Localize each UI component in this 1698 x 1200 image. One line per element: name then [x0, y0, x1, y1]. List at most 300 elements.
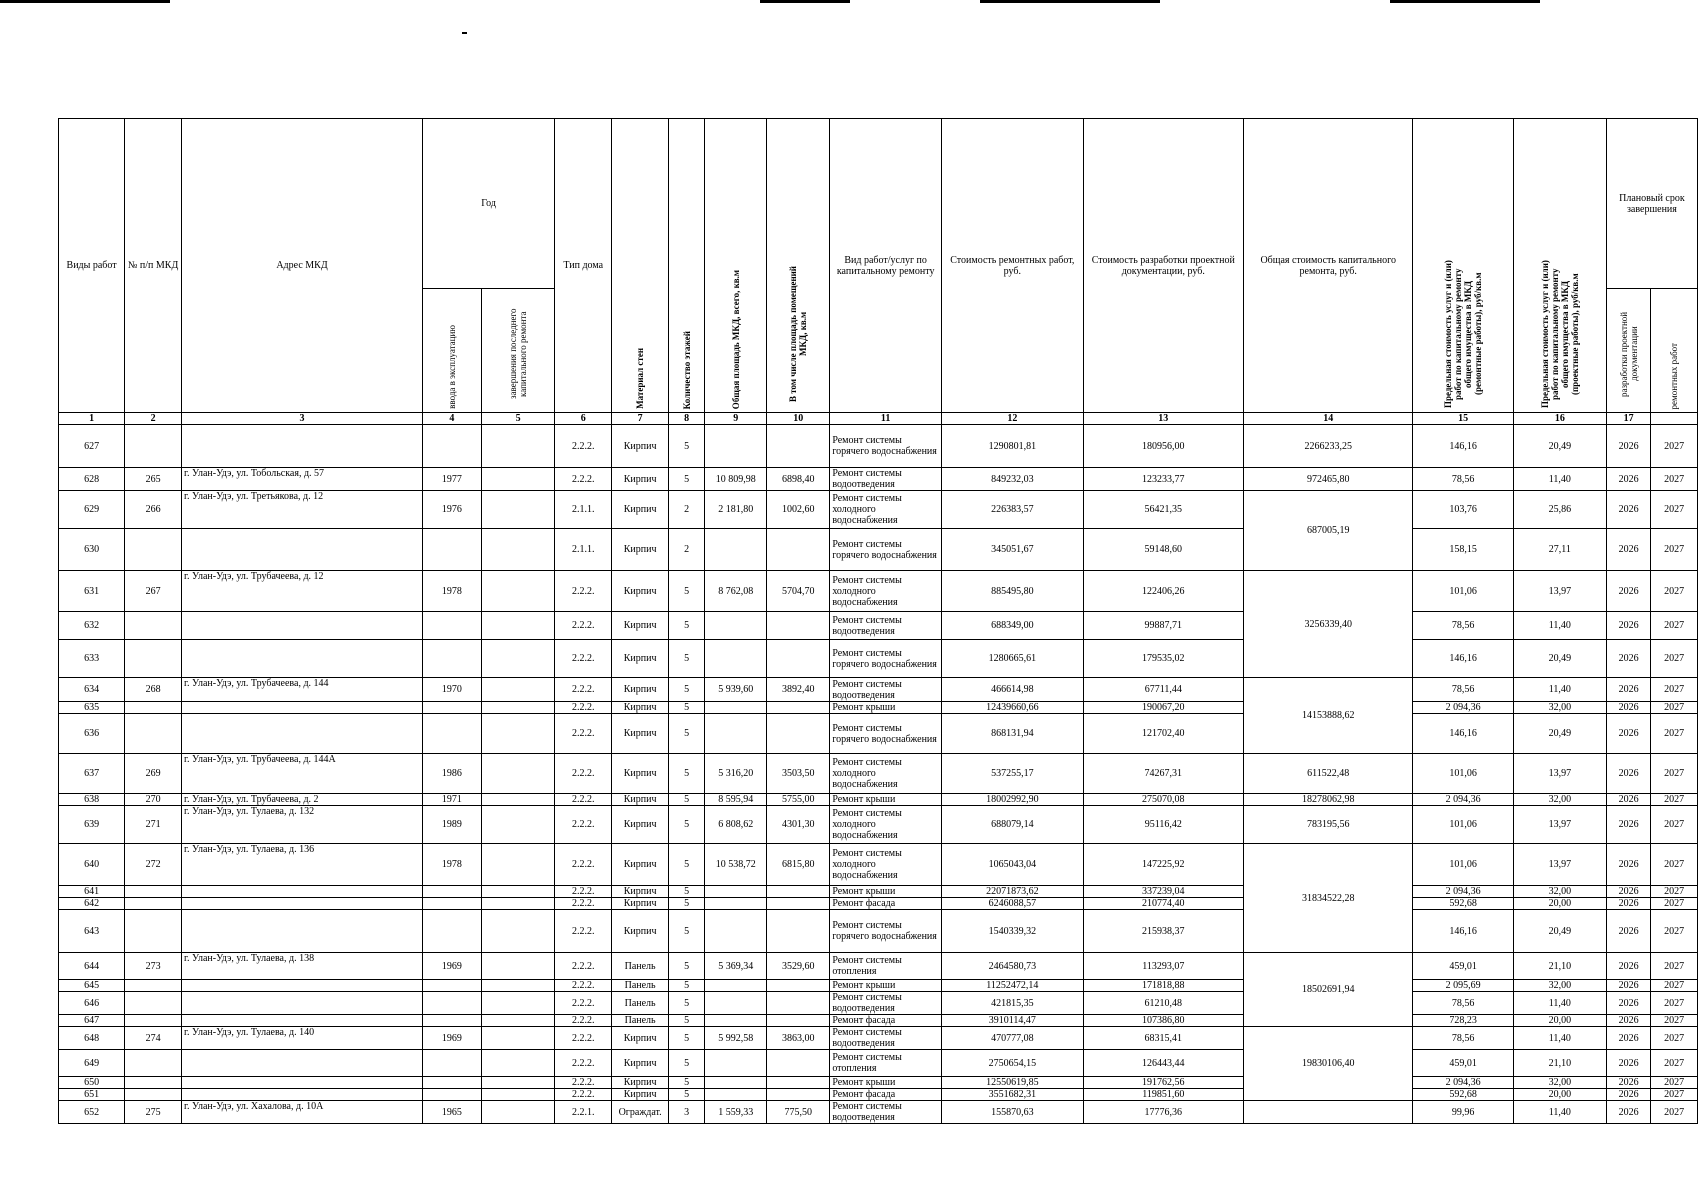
limit-design-rate-cell: 20,49: [1513, 910, 1606, 953]
repair-cost-cell: 6246088,57: [941, 898, 1083, 910]
year-commissioned-cell: 1986: [422, 754, 481, 794]
work-kind-cell: Ремонт крыши: [830, 1077, 942, 1089]
wall-material-cell: Панель: [612, 992, 669, 1015]
column-number: 10: [767, 413, 830, 425]
floor-count-cell: 3: [669, 1101, 705, 1124]
address-cell: [182, 980, 423, 992]
deadline-design-cell: 2026: [1606, 1050, 1650, 1077]
col-header-address: Адрес МКД: [182, 119, 423, 413]
deadline-design-cell: 2026: [1606, 980, 1650, 992]
repair-cost-cell: 2464580,73: [941, 953, 1083, 980]
mkd-number-cell: [125, 980, 182, 992]
limit-repair-rate-cell: 146,16: [1413, 425, 1513, 468]
floor-count-cell: 5: [669, 886, 705, 898]
limit-repair-rate-cell: 2 094,36: [1413, 702, 1513, 714]
col-header-limit-design: Предельная стоимость услуг и (или) работ по капитальному ремонту общего имущества в МКД (проектные работы), руб/кв.м: [1513, 119, 1606, 413]
deadline-design-cell: 2026: [1606, 468, 1650, 491]
deadline-works-cell: 2027: [1651, 468, 1698, 491]
premises-area-cell: [767, 1015, 830, 1027]
total-cost-cell: 14153888,62: [1243, 678, 1413, 754]
repair-cost-cell: 11252472,14: [941, 980, 1083, 992]
design-cost-cell: 190067,20: [1083, 702, 1243, 714]
work-kind-cell: Ремонт крыши: [830, 794, 942, 806]
deadline-works-cell: 2027: [1651, 714, 1698, 754]
year-commissioned-cell: 1976: [422, 491, 481, 529]
total-area-cell: [705, 1089, 767, 1101]
deadline-works-cell: 2027: [1651, 1089, 1698, 1101]
mkd-number-cell: [125, 910, 182, 953]
repair-cost-cell: 1290801,81: [941, 425, 1083, 468]
repair-cost-cell: 3551682,31: [941, 1089, 1083, 1101]
deadline-works-cell: 2027: [1651, 992, 1698, 1015]
year-commissioned-cell: [422, 612, 481, 640]
total-area-cell: [705, 702, 767, 714]
address-cell: [182, 714, 423, 754]
row-number-cell: 637: [59, 754, 125, 794]
design-cost-cell: 113293,07: [1083, 953, 1243, 980]
capital-repair-table: [58, 118, 1698, 1124]
house-type-cell: 2.2.2.: [555, 898, 612, 910]
floor-count-cell: 2: [669, 491, 705, 529]
house-type-cell: 2.1.1.: [555, 491, 612, 529]
limit-design-rate-cell: 13,97: [1513, 806, 1606, 844]
deadline-design-cell: 2026: [1606, 794, 1650, 806]
wall-material-cell: Кирпич: [612, 844, 669, 886]
limit-repair-rate-cell: 78,56: [1413, 678, 1513, 702]
year-commissioned-cell: [422, 714, 481, 754]
year-last-repair-cell: [481, 529, 554, 571]
limit-design-rate-cell: 21,10: [1513, 953, 1606, 980]
col-header-premises-area: В том числе площадь помещений МКД, кв.м: [767, 119, 830, 413]
design-cost-cell: 122406,26: [1083, 571, 1243, 612]
table-row: [59, 992, 1698, 1015]
row-number-cell: 634: [59, 678, 125, 702]
premises-area-cell: 6898,40: [767, 468, 830, 491]
address-cell: г. Улан-Удэ, ул. Трубачеева, д. 2: [182, 794, 423, 806]
limit-repair-rate-cell: 459,01: [1413, 953, 1513, 980]
premises-area-cell: [767, 640, 830, 678]
address-cell: г. Улан-Удэ, ул. Трубачеева, д. 144А: [182, 754, 423, 794]
mkd-number-cell: 265: [125, 468, 182, 491]
total-area-cell: 8 595,94: [705, 794, 767, 806]
limit-design-rate-cell: 32,00: [1513, 1077, 1606, 1089]
deadline-works-cell: 2027: [1651, 806, 1698, 844]
deadline-design-cell: 2026: [1606, 992, 1650, 1015]
table-row: [59, 1027, 1698, 1050]
work-kind-cell: Ремонт системы водоотведения: [830, 1027, 942, 1050]
wall-material-cell: Кирпич: [612, 898, 669, 910]
column-number: 16: [1513, 413, 1606, 425]
year-last-repair-cell: [481, 1015, 554, 1027]
row-number-cell: 631: [59, 571, 125, 612]
limit-design-rate-cell: 20,49: [1513, 640, 1606, 678]
repair-cost-cell: 155870,63: [941, 1101, 1083, 1124]
work-kind-cell: Ремонт системы холодного водоснабжения: [830, 491, 942, 529]
address-cell: [182, 1050, 423, 1077]
col-header-deadline-works: ремонтных работ: [1651, 289, 1698, 413]
repair-cost-cell: 1065043,04: [941, 844, 1083, 886]
limit-repair-rate-cell: 146,16: [1413, 640, 1513, 678]
year-last-repair-cell: [481, 702, 554, 714]
row-number-cell: 649: [59, 1050, 125, 1077]
total-area-cell: [705, 714, 767, 754]
total-area-cell: 10 538,72: [705, 844, 767, 886]
premises-area-cell: [767, 898, 830, 910]
year-commissioned-cell: [422, 1050, 481, 1077]
column-number-row: [59, 413, 1698, 425]
limit-repair-rate-cell: 2 094,36: [1413, 1077, 1513, 1089]
work-kind-cell: Ремонт системы водоотведения: [830, 612, 942, 640]
limit-repair-rate-cell: 78,56: [1413, 468, 1513, 491]
year-last-repair-cell: [481, 714, 554, 754]
wall-material-cell: Кирпич: [612, 425, 669, 468]
column-number: 6: [555, 413, 612, 425]
column-number: 7: [612, 413, 669, 425]
deadline-design-cell: 2026: [1606, 953, 1650, 980]
wall-material-cell: Кирпич: [612, 491, 669, 529]
work-kind-cell: Ремонт крыши: [830, 702, 942, 714]
address-cell: [182, 425, 423, 468]
address-cell: г. Улан-Удэ, ул. Тулаева, д. 138: [182, 953, 423, 980]
table-row: [59, 702, 1698, 714]
row-number-cell: 627: [59, 425, 125, 468]
work-kind-cell: Ремонт системы водоотведения: [830, 468, 942, 491]
limit-design-rate-cell: 11,40: [1513, 612, 1606, 640]
wall-material-cell: Кирпич: [612, 468, 669, 491]
mkd-number-cell: [125, 640, 182, 678]
table-row: [59, 754, 1698, 794]
year-commissioned-cell: 1977: [422, 468, 481, 491]
year-commissioned-cell: [422, 910, 481, 953]
premises-area-cell: 3892,40: [767, 678, 830, 702]
floor-count-cell: 5: [669, 1015, 705, 1027]
wall-material-cell: Панель: [612, 1015, 669, 1027]
col-header-year-last-repair: завершения последнего капитального ремонта: [481, 289, 554, 413]
total-area-cell: 5 369,34: [705, 953, 767, 980]
col-header-year-commissioning: ввода в эксплуатацию: [422, 289, 481, 413]
premises-area-cell: 1002,60: [767, 491, 830, 529]
design-cost-cell: 179535,02: [1083, 640, 1243, 678]
premises-area-cell: 5704,70: [767, 571, 830, 612]
wall-material-cell: Кирпич: [612, 1050, 669, 1077]
repair-cost-cell: 470777,08: [941, 1027, 1083, 1050]
row-number-cell: 635: [59, 702, 125, 714]
limit-design-rate-cell: 32,00: [1513, 886, 1606, 898]
mkd-number-cell: [125, 529, 182, 571]
table-row: [59, 844, 1698, 886]
col-header-floors: Количество этажей: [669, 119, 705, 413]
limit-repair-rate-cell: 592,68: [1413, 1089, 1513, 1101]
floor-count-cell: 5: [669, 678, 705, 702]
column-number: 12: [941, 413, 1083, 425]
premises-area-cell: [767, 1050, 830, 1077]
total-area-cell: [705, 529, 767, 571]
repair-cost-cell: 688349,00: [941, 612, 1083, 640]
column-number: 17: [1606, 413, 1650, 425]
deadline-design-cell: 2026: [1606, 910, 1650, 953]
mkd-number-cell: [125, 702, 182, 714]
total-area-cell: [705, 910, 767, 953]
total-cost-cell: 19830106,40: [1243, 1027, 1413, 1101]
deadline-design-cell: 2026: [1606, 1101, 1650, 1124]
table-row: [59, 886, 1698, 898]
wall-material-cell: Кирпич: [612, 910, 669, 953]
year-last-repair-cell: [481, 1077, 554, 1089]
deadline-design-cell: 2026: [1606, 844, 1650, 886]
premises-area-cell: [767, 886, 830, 898]
design-cost-cell: 171818,88: [1083, 980, 1243, 992]
table-row: [59, 1089, 1698, 1101]
total-cost-cell: 783195,56: [1243, 806, 1413, 844]
premises-area-cell: [767, 702, 830, 714]
design-cost-cell: 95116,42: [1083, 806, 1243, 844]
scan-dot: [462, 32, 467, 34]
limit-design-rate-cell: 20,49: [1513, 714, 1606, 754]
row-number-cell: 628: [59, 468, 125, 491]
column-number: 11: [830, 413, 942, 425]
floor-count-cell: 5: [669, 794, 705, 806]
deadline-works-cell: 2027: [1651, 910, 1698, 953]
address-cell: г. Улан-Удэ, ул. Трубачеева, д. 12: [182, 571, 423, 612]
work-kind-cell: Ремонт системы водоотведения: [830, 678, 942, 702]
total-cost-cell: 3256339,40: [1243, 571, 1413, 678]
repair-cost-cell: 345051,67: [941, 529, 1083, 571]
work-kind-cell: Ремонт системы холодного водоснабжения: [830, 806, 942, 844]
repair-cost-cell: 537255,17: [941, 754, 1083, 794]
column-number: 14: [1243, 413, 1413, 425]
row-number-cell: 642: [59, 898, 125, 910]
limit-design-rate-cell: 13,97: [1513, 571, 1606, 612]
year-commissioned-cell: [422, 980, 481, 992]
year-last-repair-cell: [481, 886, 554, 898]
column-number: 5: [481, 413, 554, 425]
address-cell: [182, 640, 423, 678]
row-number-cell: 643: [59, 910, 125, 953]
deadline-works-cell: 2027: [1651, 640, 1698, 678]
floor-count-cell: 5: [669, 980, 705, 992]
floor-count-cell: 5: [669, 1089, 705, 1101]
deadline-works-cell: 2027: [1651, 612, 1698, 640]
table-row: [59, 1077, 1698, 1089]
total-area-cell: 5 939,60: [705, 678, 767, 702]
wall-material-cell: Кирпич: [612, 678, 669, 702]
repair-cost-cell: 688079,14: [941, 806, 1083, 844]
mkd-number-cell: 275: [125, 1101, 182, 1124]
work-kind-cell: Ремонт системы холодного водоснабжения: [830, 754, 942, 794]
row-number-cell: 644: [59, 953, 125, 980]
table-row: [59, 425, 1698, 468]
table-row: [59, 571, 1698, 612]
limit-design-rate-cell: 20,00: [1513, 898, 1606, 910]
mkd-number-cell: 273: [125, 953, 182, 980]
year-commissioned-cell: 1969: [422, 1027, 481, 1050]
limit-design-rate-cell: 20,00: [1513, 1015, 1606, 1027]
total-cost-cell: 611522,48: [1243, 754, 1413, 794]
premises-area-cell: [767, 1089, 830, 1101]
floor-count-cell: 5: [669, 468, 705, 491]
limit-design-rate-cell: 13,97: [1513, 754, 1606, 794]
year-last-repair-cell: [481, 1050, 554, 1077]
house-type-cell: 2.2.2.: [555, 910, 612, 953]
row-number-cell: 639: [59, 806, 125, 844]
deadline-works-cell: 2027: [1651, 702, 1698, 714]
deadline-works-cell: 2027: [1651, 980, 1698, 992]
row-number-cell: 641: [59, 886, 125, 898]
design-cost-cell: 180956,00: [1083, 425, 1243, 468]
repair-cost-cell: 18002992,90: [941, 794, 1083, 806]
col-header-house-type: Тип дома: [555, 119, 612, 413]
total-area-cell: [705, 612, 767, 640]
table-row: [59, 1101, 1698, 1124]
work-kind-cell: Ремонт системы водоотведения: [830, 1101, 942, 1124]
mkd-number-cell: [125, 1077, 182, 1089]
wall-material-cell: Кирпич: [612, 529, 669, 571]
deadline-design-cell: 2026: [1606, 702, 1650, 714]
row-number-cell: 652: [59, 1101, 125, 1124]
wall-material-cell: Кирпич: [612, 794, 669, 806]
premises-area-cell: [767, 910, 830, 953]
work-kind-cell: Ремонт фасада: [830, 1015, 942, 1027]
table-row: [59, 468, 1698, 491]
year-commissioned-cell: [422, 529, 481, 571]
limit-design-rate-cell: 11,40: [1513, 992, 1606, 1015]
address-cell: [182, 992, 423, 1015]
deadline-design-cell: 2026: [1606, 1027, 1650, 1050]
floor-count-cell: 5: [669, 844, 705, 886]
column-number: 13: [1083, 413, 1243, 425]
total-area-cell: [705, 425, 767, 468]
floor-count-cell: 5: [669, 953, 705, 980]
house-type-cell: 2.2.2.: [555, 953, 612, 980]
address-cell: [182, 886, 423, 898]
table-row: [59, 714, 1698, 754]
year-commissioned-cell: 1969: [422, 953, 481, 980]
col-header-limit-repair: Предельная стоимость услуг и (или) работ по капитальному ремонту общего имущества в МКД (ремонтные работы), руб/кв.м: [1413, 119, 1513, 413]
design-cost-cell: 59148,60: [1083, 529, 1243, 571]
deadline-design-cell: 2026: [1606, 1089, 1650, 1101]
year-last-repair-cell: [481, 425, 554, 468]
limit-design-rate-cell: 32,00: [1513, 980, 1606, 992]
house-type-cell: 2.2.2.: [555, 571, 612, 612]
limit-repair-rate-cell: 158,15: [1413, 529, 1513, 571]
column-number: 3: [182, 413, 423, 425]
work-kind-cell: Ремонт фасада: [830, 898, 942, 910]
address-cell: [182, 702, 423, 714]
premises-area-cell: 3503,50: [767, 754, 830, 794]
year-last-repair-cell: [481, 571, 554, 612]
house-type-cell: 2.2.2.: [555, 1089, 612, 1101]
total-area-cell: 10 809,98: [705, 468, 767, 491]
year-commissioned-cell: [422, 640, 481, 678]
floor-count-cell: 2: [669, 529, 705, 571]
work-kind-cell: Ремонт системы отопления: [830, 1050, 942, 1077]
table-row: [59, 953, 1698, 980]
address-cell: г. Улан-Удэ, ул. Тулаева, д. 132: [182, 806, 423, 844]
deadline-design-cell: 2026: [1606, 1077, 1650, 1089]
year-last-repair-cell: [481, 754, 554, 794]
deadline-works-cell: 2027: [1651, 754, 1698, 794]
limit-repair-rate-cell: 2 095,69: [1413, 980, 1513, 992]
limit-repair-rate-cell: 146,16: [1413, 714, 1513, 754]
house-type-cell: 2.2.2.: [555, 1015, 612, 1027]
deadline-design-cell: 2026: [1606, 898, 1650, 910]
floor-count-cell: 5: [669, 640, 705, 678]
limit-design-rate-cell: 20,49: [1513, 425, 1606, 468]
repair-cost-cell: 849232,03: [941, 468, 1083, 491]
year-last-repair-cell: [481, 898, 554, 910]
design-cost-cell: 61210,48: [1083, 992, 1243, 1015]
limit-design-rate-cell: 13,97: [1513, 844, 1606, 886]
floor-count-cell: 5: [669, 806, 705, 844]
year-last-repair-cell: [481, 678, 554, 702]
mkd-number-cell: [125, 714, 182, 754]
col-header-deadline-design: разработки проектной документации: [1606, 289, 1650, 413]
row-number-cell: 647: [59, 1015, 125, 1027]
mkd-number-cell: [125, 898, 182, 910]
work-kind-cell: Ремонт системы горячего водоснабжения: [830, 640, 942, 678]
floor-count-cell: 5: [669, 571, 705, 612]
floor-count-cell: 5: [669, 714, 705, 754]
total-cost-cell: 972465,80: [1243, 468, 1413, 491]
house-type-cell: 2.1.1.: [555, 529, 612, 571]
column-number: 8: [669, 413, 705, 425]
wall-material-cell: Кирпич: [612, 754, 669, 794]
limit-design-rate-cell: 21,10: [1513, 1050, 1606, 1077]
limit-repair-rate-cell: 146,16: [1413, 910, 1513, 953]
col-header-planned-deadline: Плановый срок завершения: [1606, 119, 1697, 289]
deadline-design-cell: 2026: [1606, 886, 1650, 898]
year-last-repair-cell: [481, 1089, 554, 1101]
premises-area-cell: [767, 425, 830, 468]
column-number: [1651, 413, 1698, 425]
repair-cost-cell: 226383,57: [941, 491, 1083, 529]
floor-count-cell: 5: [669, 702, 705, 714]
row-number-cell: 646: [59, 992, 125, 1015]
deadline-design-cell: 2026: [1606, 571, 1650, 612]
design-cost-cell: 147225,92: [1083, 844, 1243, 886]
address-cell: [182, 898, 423, 910]
premises-area-cell: [767, 980, 830, 992]
year-commissioned-cell: [422, 1077, 481, 1089]
row-number-cell: 650: [59, 1077, 125, 1089]
deadline-works-cell: 2027: [1651, 678, 1698, 702]
limit-repair-rate-cell: 99,96: [1413, 1101, 1513, 1124]
house-type-cell: 2.2.2.: [555, 678, 612, 702]
wall-material-cell: Кирпич: [612, 571, 669, 612]
deadline-works-cell: 2027: [1651, 844, 1698, 886]
limit-repair-rate-cell: 459,01: [1413, 1050, 1513, 1077]
row-number-cell: 629: [59, 491, 125, 529]
premises-area-cell: 3529,60: [767, 953, 830, 980]
house-type-cell: 2.2.2.: [555, 1050, 612, 1077]
deadline-design-cell: 2026: [1606, 529, 1650, 571]
limit-repair-rate-cell: 101,06: [1413, 754, 1513, 794]
address-cell: г. Улан-Удэ, ул. Хахалова, д. 10А: [182, 1101, 423, 1124]
wall-material-cell: Кирпич: [612, 1089, 669, 1101]
address-cell: г. Улан-Удэ, ул. Третьякова, д. 12: [182, 491, 423, 529]
table-row: [59, 980, 1698, 992]
col-header-year: Год: [422, 119, 554, 289]
deadline-works-cell: 2027: [1651, 425, 1698, 468]
row-number-cell: 636: [59, 714, 125, 754]
total-area-cell: 5 992,58: [705, 1027, 767, 1050]
total-area-cell: 8 762,08: [705, 571, 767, 612]
year-last-repair-cell: [481, 992, 554, 1015]
table-row: [59, 491, 1698, 529]
design-cost-cell: 215938,37: [1083, 910, 1243, 953]
limit-repair-rate-cell: 2 094,36: [1413, 886, 1513, 898]
premises-area-cell: 775,50: [767, 1101, 830, 1124]
